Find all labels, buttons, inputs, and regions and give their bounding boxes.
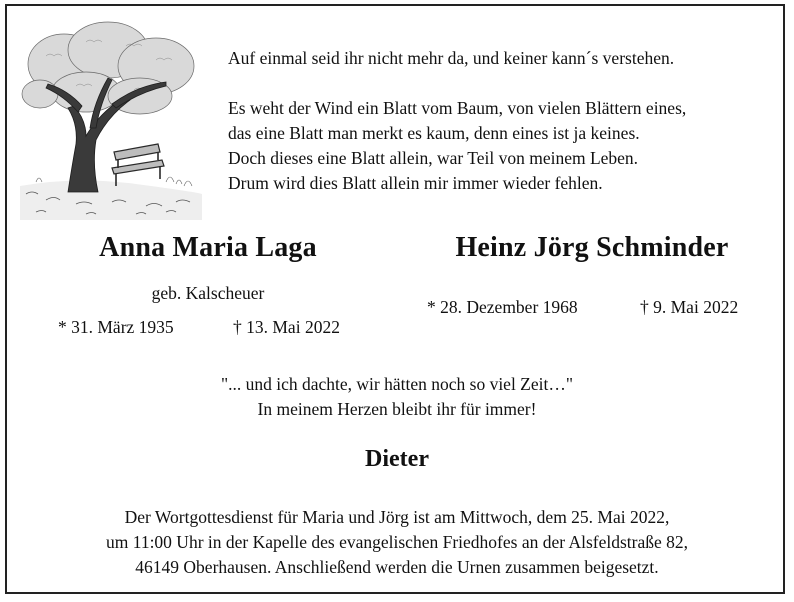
- service-line: 46149 Oberhausen. Anschließend werden die Urnen zusammen beigesetzt.: [135, 557, 659, 577]
- poem-line: Drum wird dies Blatt allein mir immer wieder fehlen.: [228, 173, 603, 193]
- poem-line: das eine Blatt man merkt es kaum, denn eines ist ja keines.: [228, 123, 640, 143]
- poem-line: Auf einmal seid ihr nicht mehr da, und keiner kann´s verstehen.: [228, 48, 675, 68]
- quote-line: "... und ich dachte, wir hätten noch so viel Zeit…": [220, 374, 574, 394]
- person2-died: † 9. Mai 2022: [640, 297, 739, 317]
- signer-name: Dieter: [365, 446, 429, 472]
- quote: [0, 372, 794, 422]
- tree-with-bench-icon: [16, 16, 206, 220]
- service-line: Der Wortgottesdienst für Maria und Jörg ist am Mittwoch, dem 25. Mai 2022,: [124, 507, 670, 527]
- person1-birth-name: geb. Kalscheuer: [151, 283, 265, 303]
- service-info: [0, 505, 794, 580]
- poem: [228, 46, 788, 196]
- poem-gap: [228, 71, 788, 96]
- quote-line: In meinem Herzen bleibt ihr für immer!: [257, 399, 537, 419]
- person2-born: * 28. Dezember 1968: [427, 297, 578, 317]
- person1-died: † 13. Mai 2022: [233, 317, 340, 337]
- person2-name: Heinz Jörg Schminder: [455, 232, 729, 263]
- person1-born: * 31. März 1935: [58, 317, 174, 337]
- person1-name: Anna Maria Laga: [99, 232, 317, 263]
- poem-line: Doch dieses eine Blatt allein, war Teil von meinem Leben.: [228, 148, 639, 168]
- service-line: um 11:00 Uhr in der Kapelle des evangelischen Friedhofes an der Alsfeldstraße 82,: [105, 532, 689, 552]
- poem-line: Es weht der Wind ein Blatt vom Baum, von vielen Blättern eines,: [228, 98, 687, 118]
